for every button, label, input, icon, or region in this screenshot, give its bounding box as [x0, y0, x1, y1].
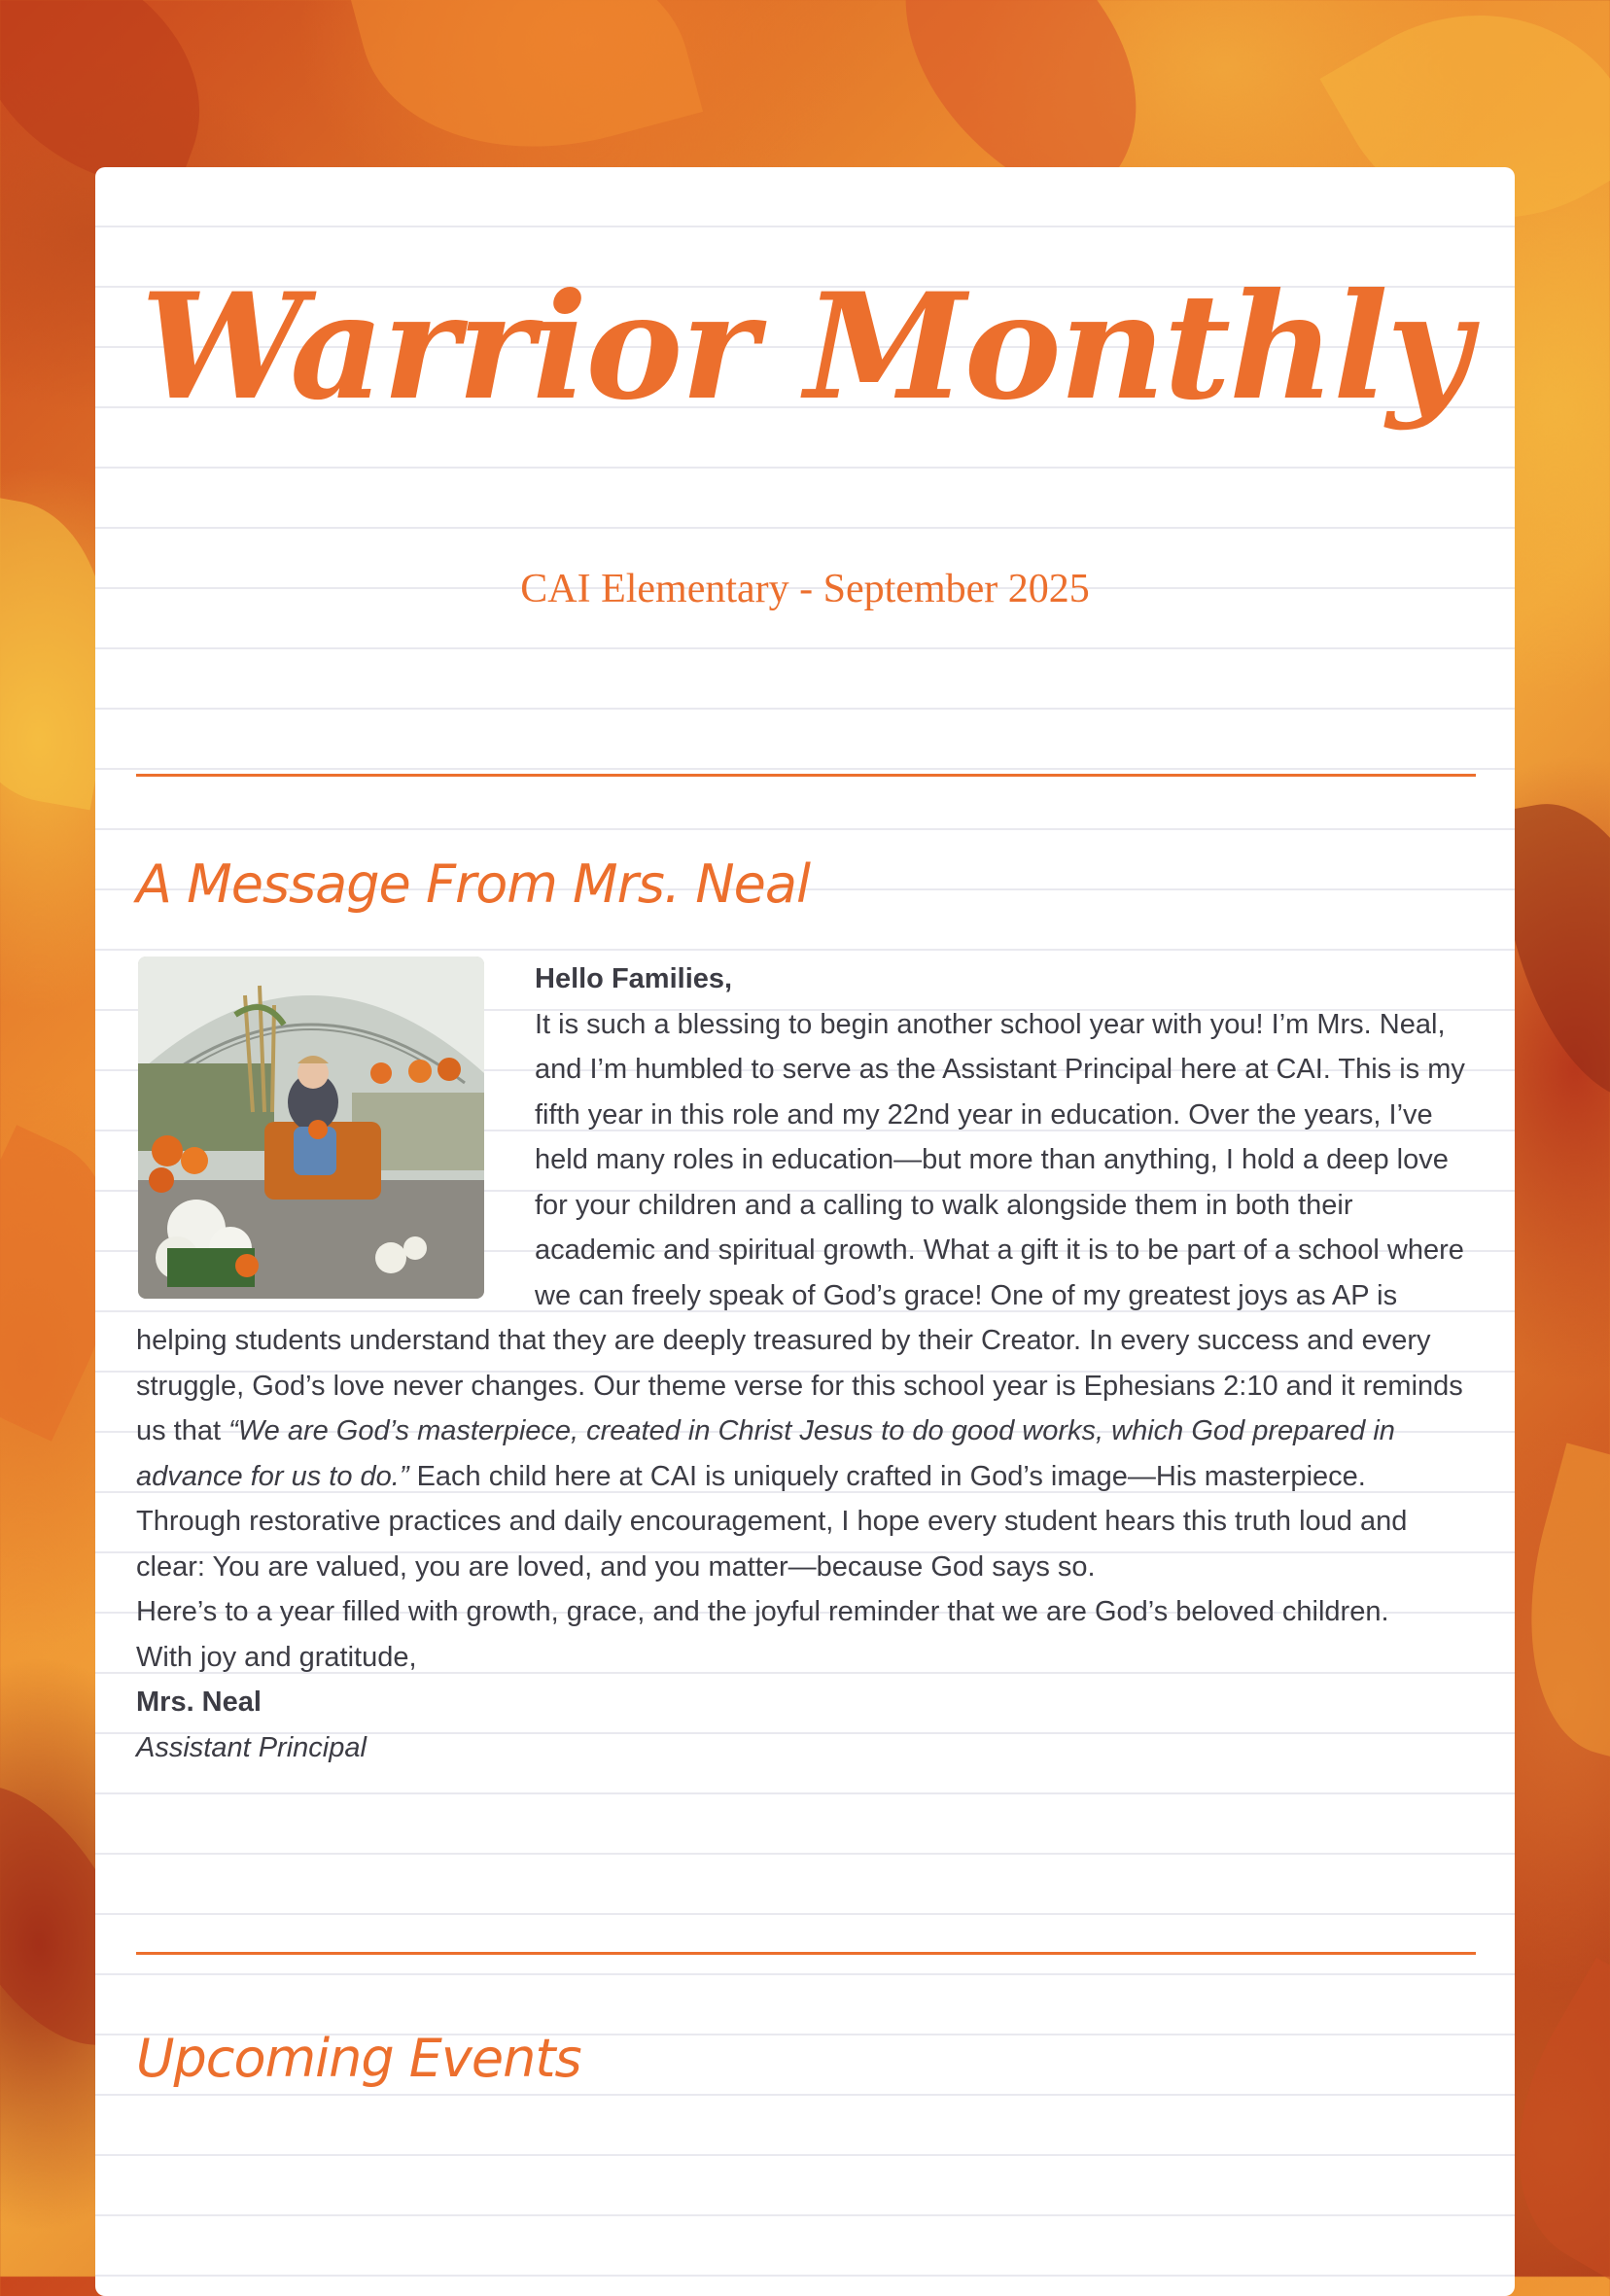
- decorative-leaf: [347, 0, 703, 192]
- message-paragraph-2: Here’s to a year filled with growth, grace, and the joyful reminder that we are God’s beloved children.: [136, 1596, 1389, 1627]
- newsletter-card: [95, 167, 1515, 2296]
- events-heading: Upcoming Events: [136, 2028, 581, 2089]
- message-paragraph-end: Each child here at CAI is uniquely crafted in God’s image—His masterpiece. Through restorative practices and daily encouragement, I hope every student hears this truth loud and clear: You are valued, you are loved, and you matter—because God says so.: [136, 1460, 1408, 1583]
- closing: With joy and gratitude,: [136, 1641, 417, 1673]
- message-paragraph-text: It is such a blessing to begin another school year with you! I’m Mrs. Neal, and I’m humbled to serve as the Assistant Principal here at CAI. This is my fifth year in this role and my 22nd year in education. Over the years, I’ve held many roles in education—but more than anything, I hold a deep love for your children and a calling to walk alongside them in both their academic and spiritual growth. What a gift it is to be part of a school where we can freely speak of God’s grace! One of my greatest joys as AP is helping students understand that they are deeply treasured by their Creator. In every success and every struggle, God’s love never changes. Our theme verse for this school year is Ephesians 2:10 and it reminds us that: [136, 1008, 1465, 1446]
- signature-title: Assistant Principal: [136, 1731, 367, 1763]
- signature-name: Mrs. Neal: [136, 1687, 262, 1718]
- message-heading: A Message From Mrs. Neal: [136, 853, 810, 915]
- message-body: [136, 957, 1478, 1770]
- section-divider: [136, 774, 1476, 777]
- greeting: Hello Families,: [535, 963, 733, 994]
- photo-spacer: [136, 957, 535, 1306]
- newsletter-title: Warrior Monthly: [140, 261, 1470, 433]
- section-divider: [136, 1952, 1476, 1955]
- newsletter-subtitle: CAI Elementary - September 2025: [520, 567, 1090, 611]
- theme-verse: “We are God’s masterpiece, created in Christ Jesus to do good works, which God prepared in advance for us to do.”: [136, 1415, 1395, 1492]
